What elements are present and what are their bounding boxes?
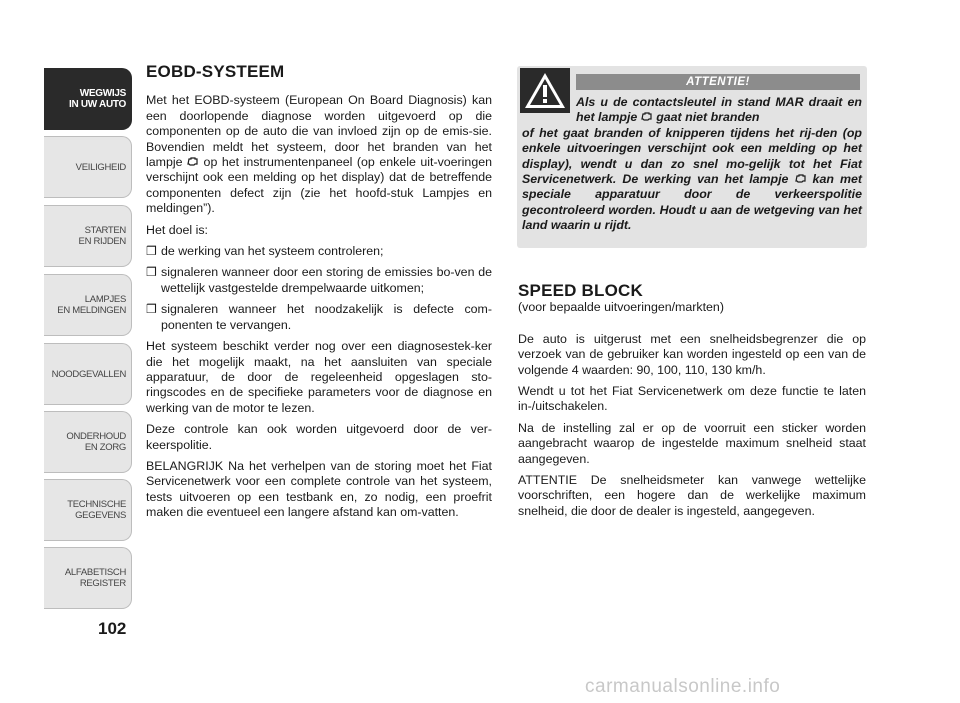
eobd-police-para: Deze controle kan ook worden uitgevoerd door de ver-keerspolitie.: [146, 422, 492, 452]
speed-block-para: ATTENTIE De snelheidsmeter kan vanwege wettelijke voorschriften, een hogere dan de werkelijke maximum snelheid, die door de dealer is ingesteld, aangegeven.: [518, 473, 866, 518]
bullet-icon: ❒: [146, 244, 157, 259]
warning-text-part: kan met speciale apparatuur door de verkeerspolitie gecontroleerd worden. Houdt u aan de wetgeving van het land waarin u rijdt.: [522, 172, 862, 233]
tab-label: LAMPJES EN MELDINGEN: [57, 294, 126, 316]
eobd-intro-text-1: Met het EOBD-systeem (European On Board Diagnosis) kan een doorlopende diagnose worden uitgevoerd op die componenten op de auto die van invloed zijn op de emis-sie. Bovendien meldt het systeem, door het branden van het lampje: [146, 93, 492, 170]
list-item: [146, 302, 492, 333]
speed-block-para: De auto is uitgerust met een snelheidsbegrenzer die op verzoek van de gebruiker kan worden ingesteld op een van de volgende 4 waarden: 90, 100, 110, 130 km/h.: [518, 331, 866, 377]
list-item-text: signaleren wanneer door een storing de emissies bo-ven de wettelijk vastgestelde drempelwaarde uitkomen;: [161, 265, 492, 295]
tab-label: ALFABETISCH REGISTER: [64, 567, 126, 589]
list-item-text: de werking van het systeem controleren;: [161, 244, 384, 259]
engine-check-icon: [641, 110, 653, 122]
tab-starten[interactable]: [44, 205, 132, 267]
warning-header: ATTENTIE!: [576, 74, 860, 90]
speed-block-section: [518, 283, 866, 525]
eobd-intro: [146, 93, 492, 216]
tab-label: NOODGEVALLEN: [51, 368, 126, 380]
list-item-text: signaleren wanneer het noodzakelijk is defecte com-ponenten te vervangen.: [161, 302, 492, 332]
list-item: [146, 265, 492, 296]
tab-label: ONDERHOUD EN ZORG: [66, 431, 126, 453]
tab-label: STARTEN EN RIJDEN: [78, 225, 126, 247]
tab-technische[interactable]: [44, 479, 132, 541]
list-item: [146, 244, 492, 259]
tab-onderhoud[interactable]: [44, 411, 132, 473]
warning-text: [522, 95, 862, 234]
warning-text-part: gaat niet branden: [656, 110, 760, 125]
tab-noodgevallen[interactable]: [44, 343, 132, 405]
speed-block-subtitle: (voor bepaalde uitvoeringen/markten): [518, 300, 724, 315]
eobd-goal-label: Het doel is:: [146, 222, 208, 237]
engine-check-icon: [795, 172, 807, 184]
eobd-intro-text-2: op het instrumentenpaneel (op enkele uit-voeringen verschijnt ook een melding op het display) dat de betreffende componenten defect zijn (zie het hoofd-stuk Lampjes en meldingen”).: [146, 155, 492, 216]
eobd-connector-para: Het systeem beschikt verder nog over een diagnosestek-ker die het mogelijk maakt, na het aansluiten van speciale apparatuur, de door de regeleenheid opgeslagen sto-ringscodes en de specifieke parameters voor de diagnose en werking van de motor te lezen.: [146, 339, 492, 415]
speed-block-para: Wendt u tot het Fiat Servicenetwerk om deze functie te laten in-/uitschakelen.: [518, 384, 866, 414]
eobd-title: EOBD-SYSTEEM: [146, 62, 285, 81]
eobd-section: [146, 64, 492, 527]
tab-alfabetisch[interactable]: [44, 547, 132, 609]
engine-check-icon: [187, 155, 199, 167]
bullet-icon: ❒: [146, 265, 157, 280]
eobd-goal-list: [146, 244, 492, 333]
warning-text-part: Als u de contactsleutel in stand MAR draait en het lampje: [576, 95, 862, 125]
tab-label: WEGWIJS IN UW AUTO: [69, 88, 126, 110]
watermark: carmanualsonline.info: [585, 676, 781, 697]
tab-label: VEILIGHEID: [75, 161, 126, 173]
warning-text-part: of het gaat branden of knipperen tijdens het rij-den (op enkele uitvoeringen verschijnt ook een melding op het display), wendt u dan zo snel mo-gelijk tot het Fiat Servicenetwerk. De werking van het lampje: [522, 125, 862, 187]
warning-first-line: [522, 95, 862, 126]
page-number: 102: [98, 619, 127, 638]
speed-block-title: SPEED BLOCK: [518, 281, 643, 300]
speed-block-para: Na de instelling zal er op de voorruit een sticker worden aangebracht waarop de ingestelde maximum snelheid staat aangegeven.: [518, 420, 866, 466]
bullet-icon: ❒: [146, 302, 157, 317]
tab-wegwijs[interactable]: [44, 68, 132, 130]
tab-veiligheid[interactable]: [44, 136, 132, 198]
eobd-important-para: BELANGRIJK Na het verhelpen van de storing moet het Fiat Servicenetwerk voor een complete controle van het systeem, tests uitvoeren op een testbank en, zo nodig, een proefrit maken die eventueel een langere afstand kan om-vatten.: [146, 458, 492, 520]
tab-lampjes[interactable]: [44, 274, 132, 336]
tab-label: TECHNISCHE GEGEVENS: [67, 499, 126, 521]
